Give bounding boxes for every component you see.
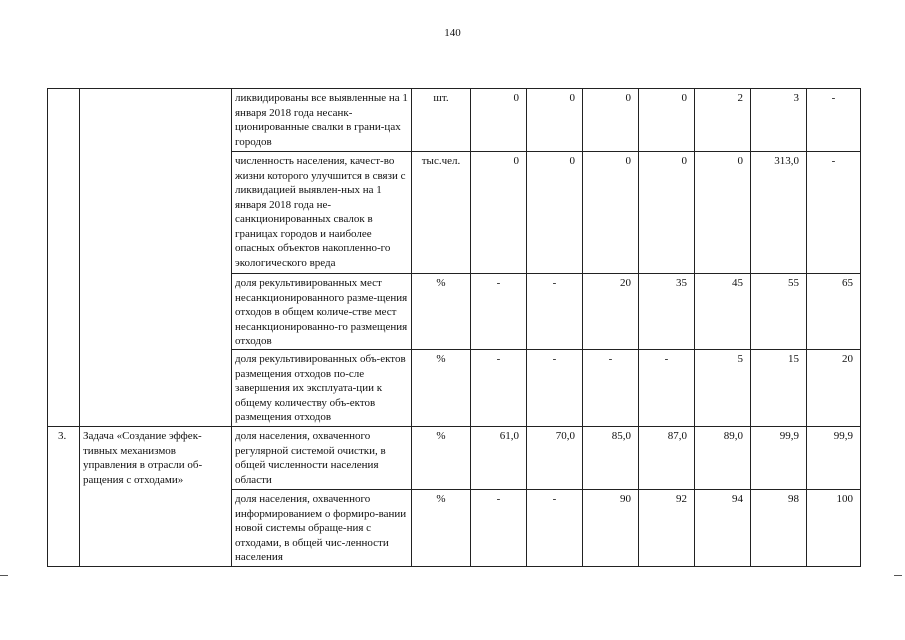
- value-cell: 61,0: [471, 427, 527, 490]
- indicator-cell: доля населения, охваченного регулярной системой очистки, в общей численности населения области: [232, 427, 412, 490]
- page-number: 140: [444, 27, 461, 39]
- task-cell: Задача «Создание эффек-тивных механизмов управления в отрасли об-ращения с отходами»: [80, 427, 232, 567]
- value-cell: 20: [807, 350, 861, 427]
- value-cell: 0: [471, 89, 527, 152]
- value-cell: 65: [807, 274, 861, 350]
- value-cell: -: [471, 490, 527, 567]
- indicator-cell: доля рекультивированных мест несанкционированного разме-щения отходов в общем количе-стве мест несанкционированно-го размещения отходов: [232, 274, 412, 350]
- unit-cell: %: [412, 490, 471, 567]
- value-cell: 0: [695, 152, 751, 274]
- unit-cell: тыс.чел.: [412, 152, 471, 274]
- value-cell: -: [471, 350, 527, 427]
- value-cell: 35: [639, 274, 695, 350]
- value-cell: 0: [639, 152, 695, 274]
- value-cell: 0: [527, 89, 583, 152]
- indicators-table: [47, 88, 861, 567]
- row-index: 3.: [48, 427, 80, 567]
- value-cell: 94: [695, 490, 751, 567]
- value-cell: 0: [583, 89, 639, 152]
- value-cell: 2: [695, 89, 751, 152]
- value-cell: 15: [751, 350, 807, 427]
- task-cell: [80, 89, 232, 427]
- indicator-cell: доля рекультивированных объ-ектов размещения отходов по-сле завершения их эксплуата-ции к общему количеству объ-ектов размещения отходов: [232, 350, 412, 427]
- value-cell: 5: [695, 350, 751, 427]
- value-cell: 92: [639, 490, 695, 567]
- value-cell: 99,9: [807, 427, 861, 490]
- value-cell: 100: [807, 490, 861, 567]
- value-cell: 90: [583, 490, 639, 567]
- value-cell: 55: [751, 274, 807, 350]
- value-cell: 0: [471, 152, 527, 274]
- table-row: [48, 89, 861, 152]
- right-edge-mark: [894, 575, 902, 576]
- indicator-cell: численность населения, качест-во жизни которого улучшится в связи с ликвидацией выявлен-ных на 1 января 2018 года не-санкционированных свалок в границах городов и наиболее опасных объектов накопленно-го экологического вреда: [232, 152, 412, 274]
- value-cell: 0: [583, 152, 639, 274]
- value-cell: 87,0: [639, 427, 695, 490]
- value-cell: -: [527, 274, 583, 350]
- unit-cell: %: [412, 427, 471, 490]
- left-edge-mark: [0, 575, 8, 576]
- value-cell: 89,0: [695, 427, 751, 490]
- value-cell: 70,0: [527, 427, 583, 490]
- value-cell: -: [527, 350, 583, 427]
- unit-cell: шт.: [412, 89, 471, 152]
- unit-cell: %: [412, 274, 471, 350]
- value-cell: 85,0: [583, 427, 639, 490]
- value-cell: 313,0: [751, 152, 807, 274]
- value-cell: -: [639, 350, 695, 427]
- unit-cell: %: [412, 350, 471, 427]
- value-cell: -: [583, 350, 639, 427]
- value-cell: 45: [695, 274, 751, 350]
- table-row: [48, 427, 861, 490]
- value-cell: -: [471, 274, 527, 350]
- value-cell: 3: [751, 89, 807, 152]
- value-cell: 98: [751, 490, 807, 567]
- value-cell: 0: [527, 152, 583, 274]
- value-cell: 0: [639, 89, 695, 152]
- indicator-cell: доля населения, охваченного информированием о формиро-вании новой системы обраще-ния с отходами, в общей чис-ленности населения: [232, 490, 412, 567]
- value-cell: 20: [583, 274, 639, 350]
- value-cell: 99,9: [751, 427, 807, 490]
- row-index: [48, 89, 80, 427]
- indicator-cell: ликвидированы все выявленные на 1 января 2018 года несанк-ционированные свалки в грани-цах городов: [232, 89, 412, 152]
- value-cell: -: [527, 490, 583, 567]
- value-cell: -: [807, 89, 861, 152]
- value-cell: -: [807, 152, 861, 274]
